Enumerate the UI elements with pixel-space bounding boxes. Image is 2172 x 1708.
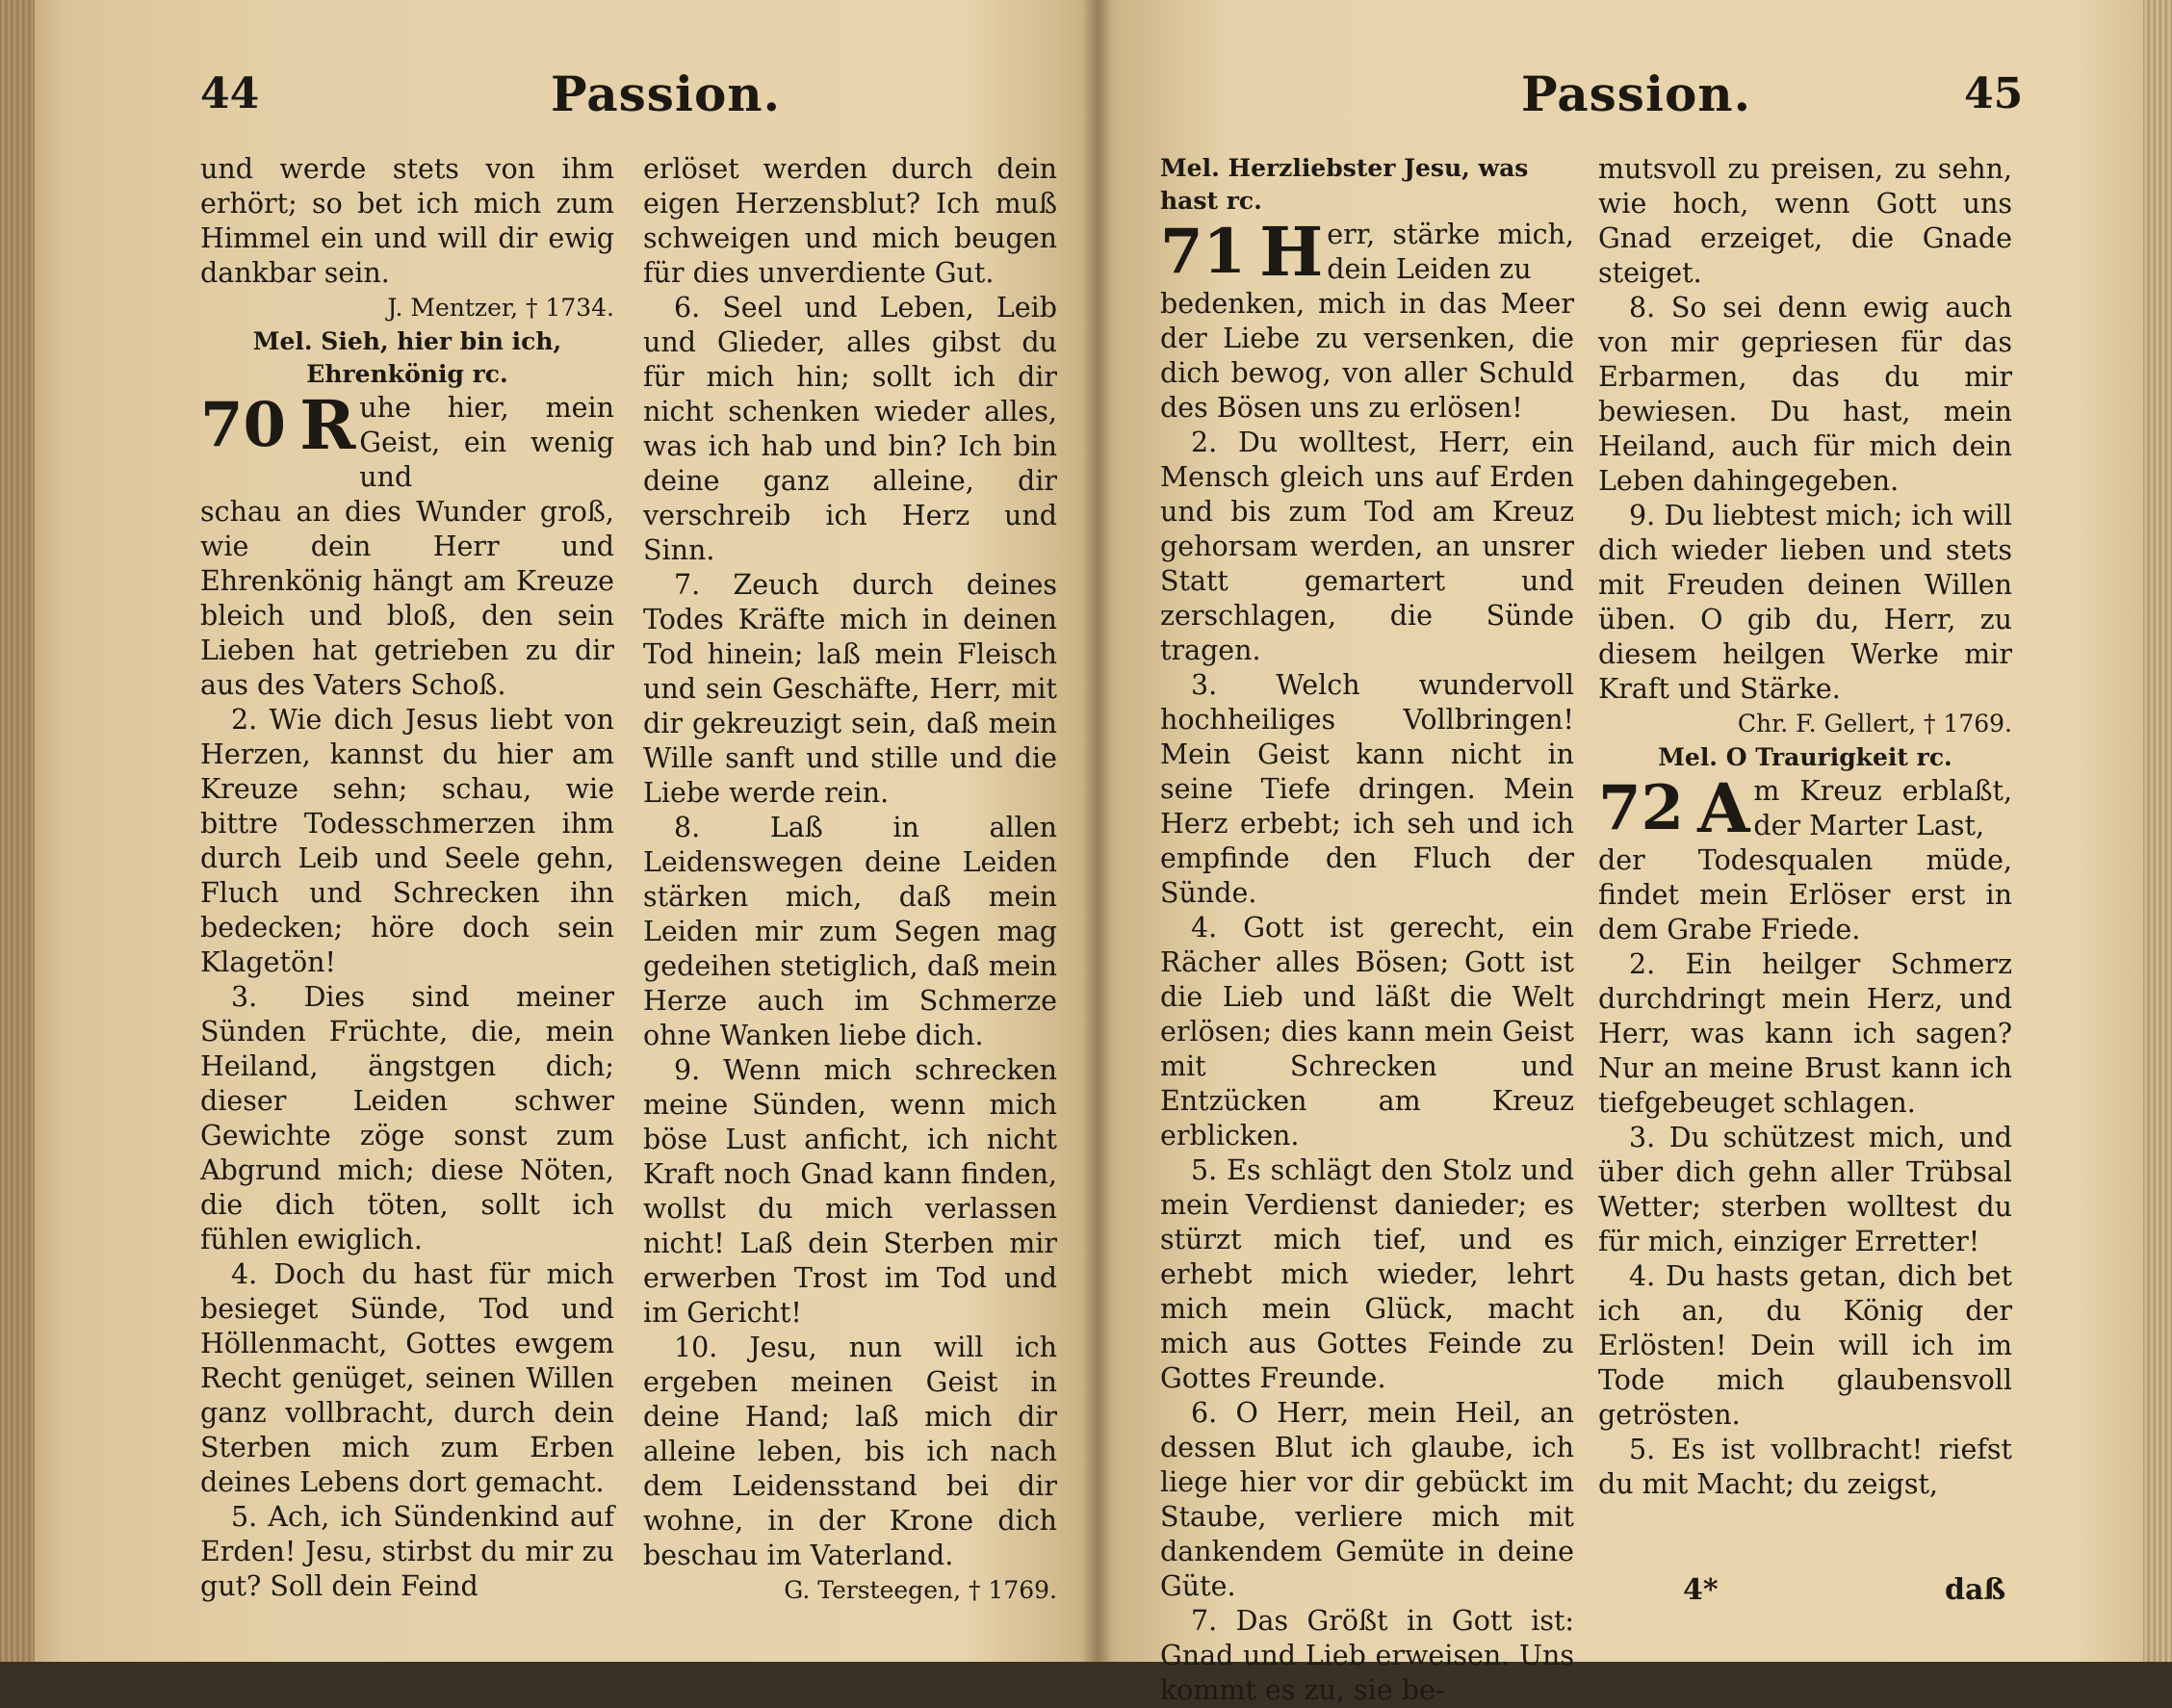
book-gutter [1083,0,1112,1662]
hymn-70-number: 70 [200,389,287,461]
hymn-71-verse-2: 2. Du wolltest, Herr, ein Mensch gleich uns auf Erden und bis zum Tod am Kreuz gehorsam werden, an unsrer Statt gemartert und zerschlagen, die Sünde tragen. [1160,427,1574,666]
hymn-70-author: G. Tersteegen, † 1769. [784,1576,1057,1604]
right-running-head: Passion. [1521,65,1752,122]
hymn-71-verse-1: bedenken, mich in das Meer der Liebe zu versenken, die dich bewog, von aller Schuld des Bösen uns zu erlösen! [1160,288,1574,424]
hymn-72-first-line: m Kreuz erblaßt, der Marter Last, [1753,775,2012,841]
hymn-71-verse-5: 5. Es schlägt den Stolz und mein Verdienst danieder; es stürzt mich tief, und es erhebt mich wieder, lehrt mich mein Glück, macht mich aus Gottes Feinde zu Gottes Freunde. [1160,1154,1574,1394]
hymn-70-verse-6: 6. Seel und Leben, Leib und Glieder, alles gibst du für mich hin; sollt ich dir nicht schenken wieder alles, was ich hab und bin? Ich bin deine ganz alleine, dir verschreib ich Herz und Sinn. [643,292,1057,566]
hymn-72-melody: Mel. O Traurigkeit rc. [1658,743,1952,771]
left-page-number: 44 [200,69,260,118]
catchword: daß [1945,1573,2006,1607]
hymn-72-verse-5: 5. Es ist vollbracht! riefst du mit Macht; du zeigst, [1598,1434,2012,1500]
hymn-71-verse-3: 3. Welch wundervoll hochheiliges Vollbringen! Mein Geist kann nicht in seine Tiefe dringen. Mein Herz erbebt; ich seh und ich empfinde den Fluch der Sünde. [1160,669,1574,909]
hymn-71-drop-cap: H [1259,212,1324,292]
hymn-70-opening [200,385,614,495]
hymn-72-opening [1598,768,2012,848]
hymn-71-verse-7-continued: mutsvoll zu preisen, zu sehn, wie hoch, wenn Gott uns Gnad erzeiget, die Gnade steiget. [1598,153,2012,289]
hymn-70-verse-1: schau an dies Wunder groß, wie dein Herr und Ehrenkönig hängt am Kreuze bleich und bloß, den sein Lieben hat getrieben zu dir aus des Vaters Schoß. [200,496,614,701]
hymn-70-verse-7: 7. Zeuch durch deines Todes Kräfte mich in deinen Tod hinein; laß mein Fleisch und sein Geschäfte, Herr, mit dir gekreuzigt sein, daß mein Wille sanft und stille und die Liebe werde rein. [643,569,1057,809]
hymn-70-verse-8: 8. Laß in allen Leidenswegen deine Leiden stärken mich, daß mein Leiden mir zum Segen mag gedeihen stetiglich, daß mein Herze auch im Schmerze ohne Wanken liebe dich. [643,812,1057,1051]
right-page-column-2 [1598,152,2012,1502]
page-edges-right [2143,0,2172,1662]
signature-mark: 4* [1683,1573,1719,1607]
hymn-70-verse-10: 10. Jesu, nun will ich ergeben meinen Geist in deine Hand; laß mich dir alleine leben, bis ich nach dem Leidensstand bei dir wohne, in der Krone dich beschau im Vaterland. [643,1332,1057,1571]
hymn-71-verse-9: 9. Du liebtest mich; ich will dich wieder lieben und stets mit Freuden deinen Willen üben. O gib du, Herr, zu diesem heilgen Werke mir Kraft und Stärke. [1598,500,2012,705]
hymn-70-melody: Mel. Sieh, hier bin ich, Ehrenkönig rc. [252,327,562,388]
hymn-70-verse-4: 4. Doch du hast für mich besieget Sünde, Tod und Höllenmacht, Gottes ewgem Recht genüget, seinen Willen ganz vollbracht, durch dein Sterben mich zum Erben deines Lebens dort gemacht. [200,1258,614,1498]
hymn-71-opening [1160,212,1574,292]
left-running-head: Passion. [551,65,782,122]
left-page-column-1 [200,152,614,1604]
hymn-71-verse-6: 6. O Herr, mein Heil, an dessen Blut ich glaube, ich liege hier vor dir gebückt im Staube, verliere mich mit dankendem Gemüte in deine Güte. [1160,1397,1574,1602]
hymn-71-verse-7: 7. Das Größt in Gott ist: Gnad und Lieb erweisen. Uns kommt es zu, sie be- [1160,1605,1574,1706]
hymn-72-verse-3: 3. Du schützest mich, und über dich gehn aller Trübsal Wetter; sterben wolltest du für mich, einziger Erretter! [1598,1122,2012,1257]
left-page-column-2 [643,152,1057,1608]
page-edges-left [0,0,35,1662]
hymn-69-author: J. Mentzer, † 1734. [387,294,614,322]
hymn-71-first-line: err, stärke mich, dein Leiden zu [1327,219,1574,285]
hymn-71-number: 71 [1160,216,1247,288]
hymn-70-verse-9: 9. Wenn mich schrecken meine Sünden, wenn mich böse Lust anficht, ich nicht Kraft noch Gnad kann finden, wollst du mich verlassen nicht! Laß dein Sterben mir erwerben Trost im Tod und im Gericht! [643,1054,1057,1329]
hymn-72-verse-4: 4. Du hasts getan, dich bet ich an, du König der Erlösten! Dein will ich im Tode mich glaubensvoll getrösten. [1598,1260,2012,1431]
hymn-70-verse-3: 3. Dies sind meiner Sünden Früchte, die, mein Heiland, ängstgen dich; dieser Leiden schwer Gewichte zöge sonst zum Abgrund mich; diese Nöten, die dich töten, sollt ich fühlen ewiglich. [200,981,614,1255]
right-page-column-1 [1160,152,1574,1708]
hymn-71-verse-8: 8. So sei denn ewig auch von mir gepriesen für das Erbarmen, das du mir bewiesen. Du hast, mein Heiland, auch für mich dein Leben dahingegeben. [1598,292,2012,497]
hymn-70-verse-5: 5. Ach, ich Sündenkind auf Erden! Jesu, stirbst du mir zu gut? Soll dein Feind [200,1501,614,1602]
hymn-72-verse-2: 2. Ein heilger Schmerz durchdringt mein Herz, und Herr, was kann ich sagen? Nur an meine Brust kann ich tiefgebeuget schlagen. [1598,948,2012,1119]
hymn-71-author: Chr. F. Gellert, † 1769. [1737,710,2012,738]
hymn-69-ending: und werde stets von ihm erhört; so bet ich mich zum Himmel ein und will dir ewig dankbar sein. [200,153,614,289]
hymn-70-first-line: uhe hier, mein Geist, ein wenig und [359,392,614,493]
hymn-72-drop-cap: A [1697,768,1750,848]
right-page-number: 45 [1964,69,2024,118]
hymn-72-verse-1: der Todesqualen müde, findet mein Erlöser erst in dem Grabe Friede. [1598,844,2012,945]
hymn-71-melody: Mel. Herzliebster Jesu, was hast rc. [1160,154,1529,215]
hymn-70-verse-2: 2. Wie dich Jesus liebt von Herzen, kannst du hier am Kreuze sehn; schau, wie bittre Todesschmerzen ihm durch Leib und Seele gehn, Fluch und Schrecken ihn bedecken; höre doch sein Klagetön! [200,704,614,978]
hymn-70-drop-cap: R [299,385,356,465]
hymn-72-number: 72 [1598,772,1685,844]
hymn-70-verse-5-continued: erlöset werden durch dein eigen Herzensblut? Ich muß schweigen und mich beugen für dies unverdiente Gut. [643,153,1057,289]
hymn-71-verse-4: 4. Gott ist gerecht, ein Rächer alles Bösen; Gott ist die Lieb und läßt die Welt erlösen; dies kann mein Geist mit Schrecken und Entzücken am Kreuz erblicken. [1160,912,1574,1152]
